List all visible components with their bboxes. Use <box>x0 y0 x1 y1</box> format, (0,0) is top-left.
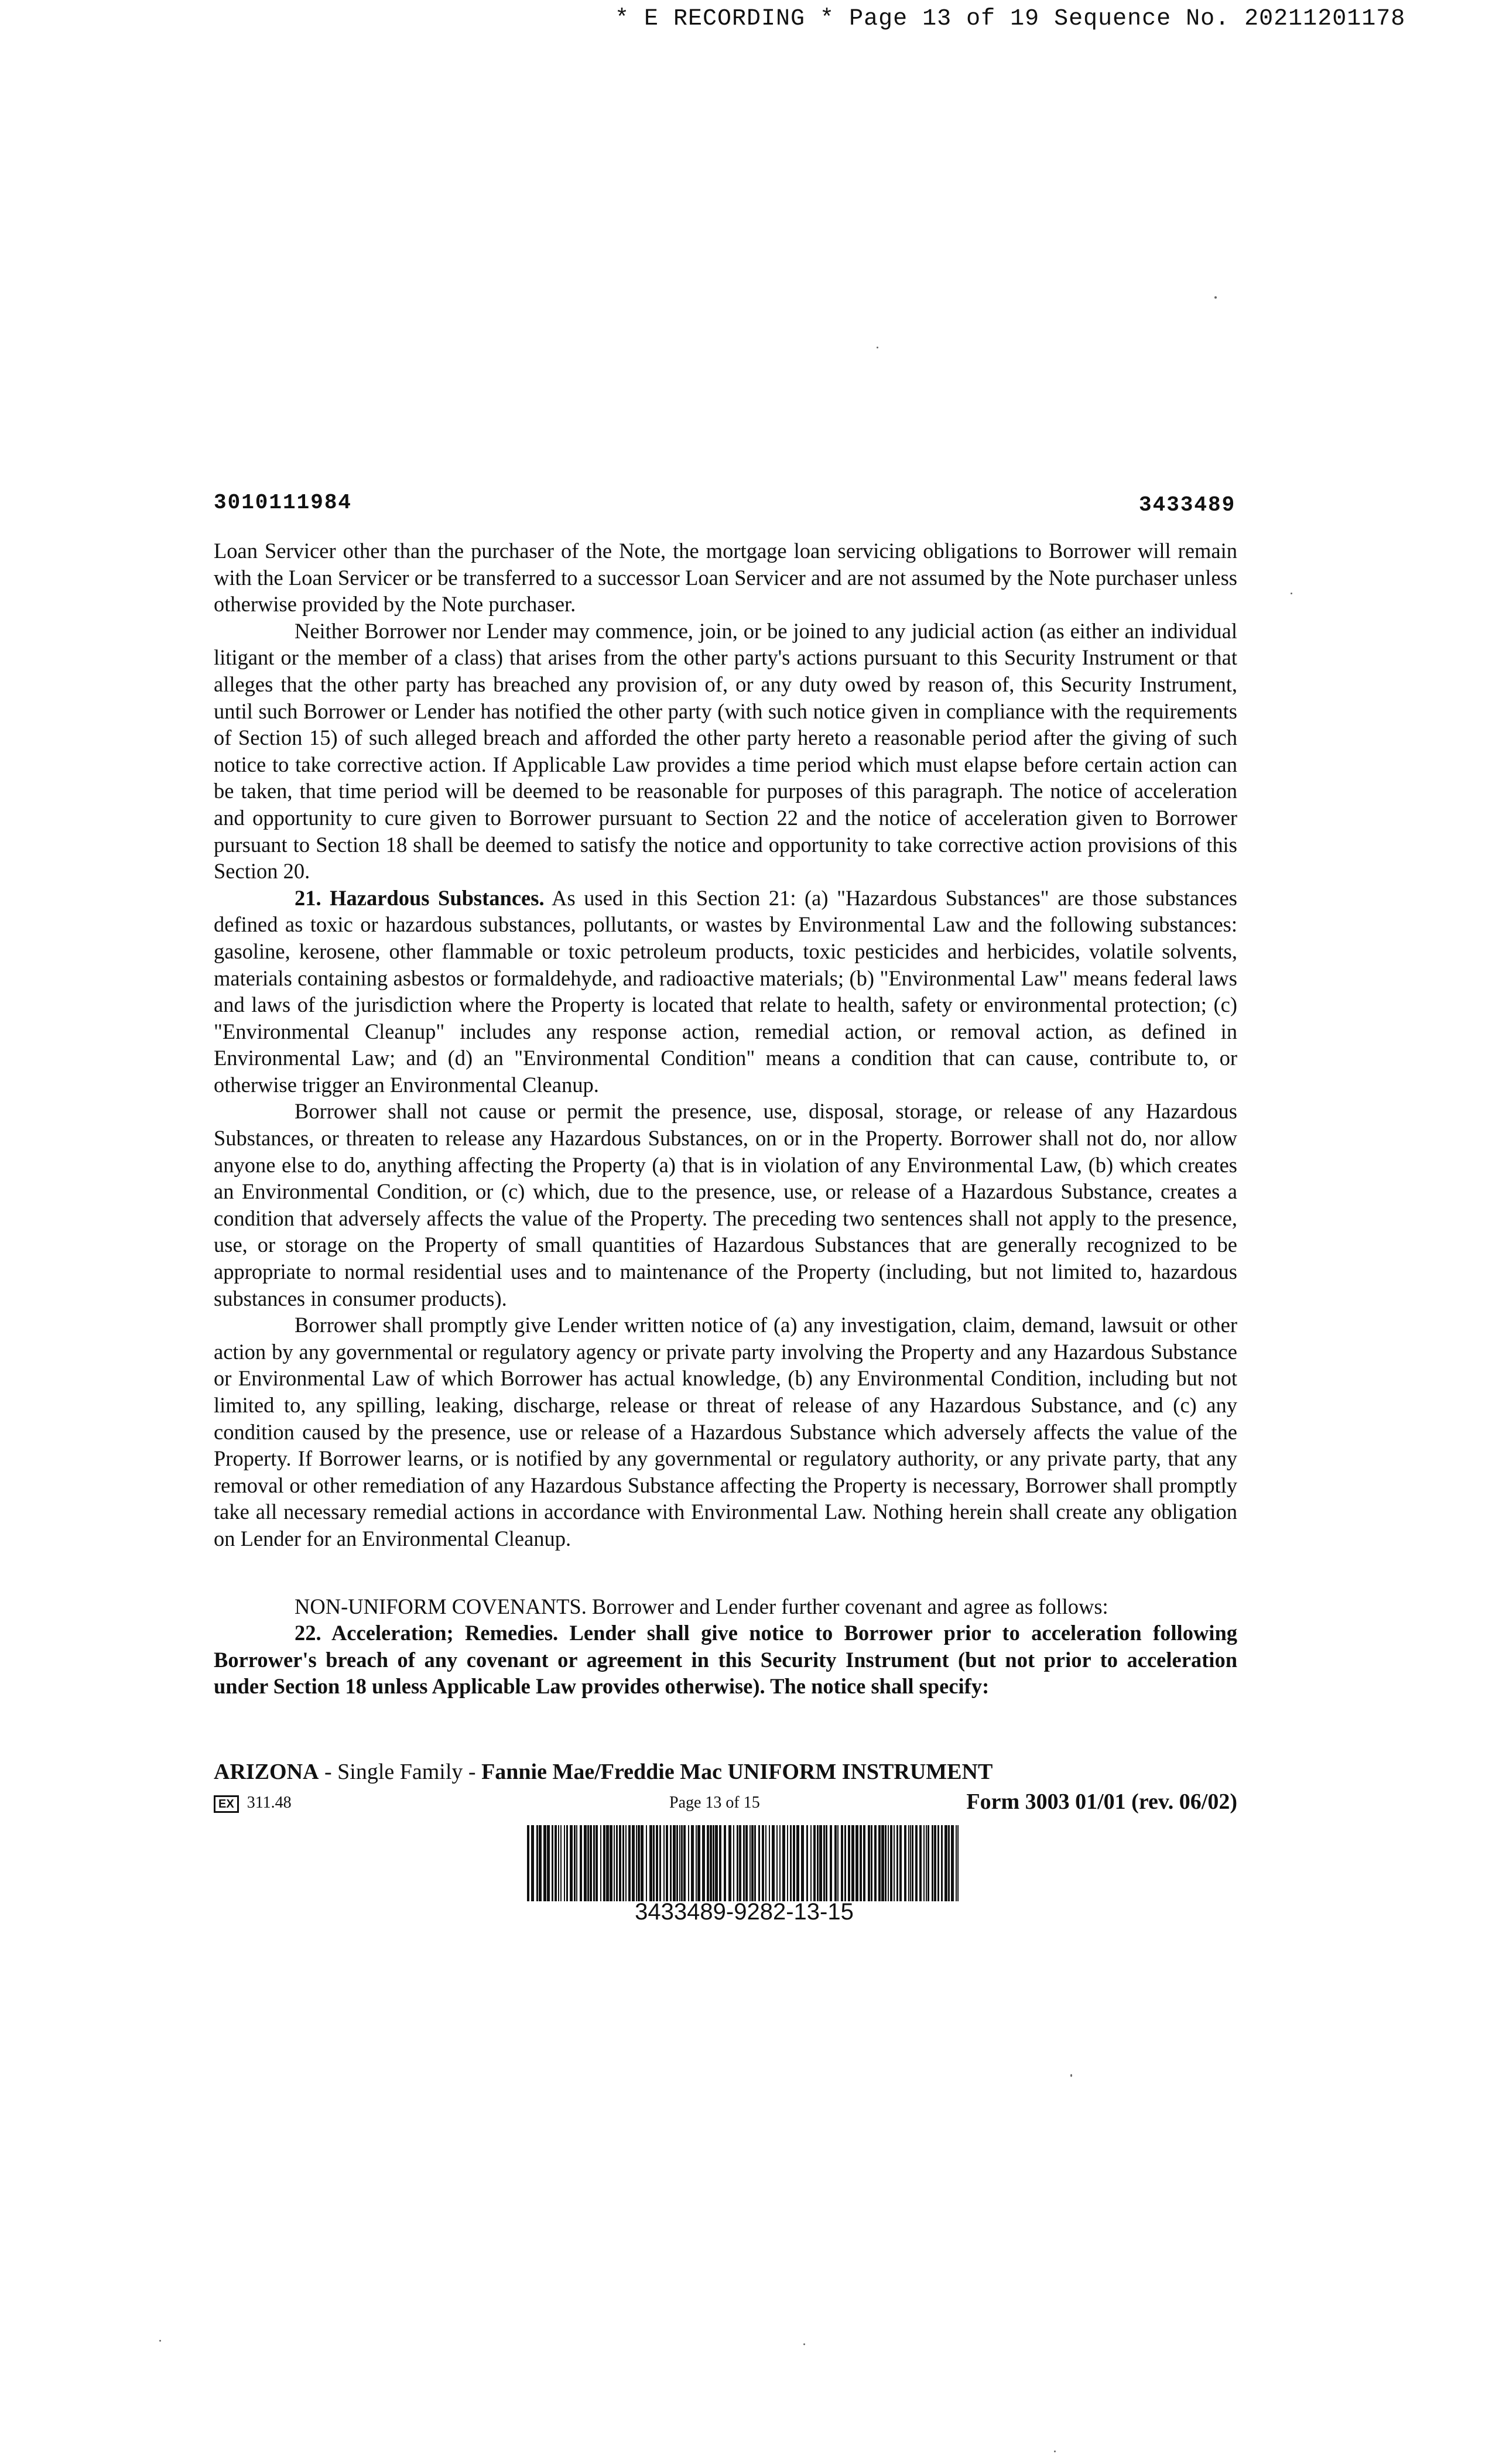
barcode-bar <box>782 1825 785 1901</box>
barcode-bar <box>787 1825 788 1901</box>
form-box-icon: EX <box>214 1795 239 1813</box>
barcode-bar <box>603 1825 605 1901</box>
barcode-bar <box>819 1825 822 1901</box>
barcode-bar <box>614 1825 615 1901</box>
barcode-bar <box>915 1825 918 1901</box>
barcode-bar <box>646 1825 647 1901</box>
paragraph-judicial-action: Neither Borrower nor Lender may commence, join, or be joined to any judicial action (as either an individual litigant or the member of a class) that arises from the other party's actions pursuant to this Security Instrument or that alleges that the other party has breached any provision of, or any duty owed by reason of, this Security Instrument, until such Borrower or Lender has notified the other party (with such notice given in compliance with the requirements of Section 15) of such alleged breach and afforded the other party hereto a reasonable period after the giving of such notice to take corrective action. If Applicable Law provides a time period which must elapse before certain action can be taken, that time period will be deemed to be reasonable for purposes of this paragraph. The notice of acceleration and opportunity to cure given to Borrower pursuant to Section 22 and the notice of acceleration given to Borrower pursuant to Section 18 shall be deemed to satisfy the notice and opportunity to take corrective action provisions of this Section 20. <box>214 618 1237 884</box>
barcode-bar <box>896 1825 898 1901</box>
scan-speck <box>877 347 878 348</box>
barcode-bar <box>710 1825 712 1901</box>
barcode-bar <box>638 1825 640 1901</box>
barcode-bar <box>570 1825 573 1901</box>
barcode-bar <box>923 1825 925 1901</box>
barcode-bar <box>543 1825 546 1901</box>
barcode-bar <box>707 1825 709 1901</box>
barcode-bar <box>762 1825 764 1901</box>
barcode-bar <box>666 1825 668 1901</box>
barcode-bar <box>837 1825 839 1901</box>
barcode-bar <box>860 1825 862 1901</box>
barcode-bar <box>576 1825 577 1901</box>
barcode-bar <box>558 1825 559 1901</box>
barcode-bar <box>564 1825 565 1901</box>
loan-number-left: 3010111984 <box>214 491 352 515</box>
barcode-bar <box>606 1825 609 1901</box>
barcode-bar <box>826 1825 827 1901</box>
barcode-bar <box>681 1825 683 1901</box>
barcode-bar <box>566 1825 568 1901</box>
barcode-bar <box>834 1825 837 1901</box>
footer-row <box>214 1789 1237 1817</box>
section-22-paragraph <box>214 1620 1237 1700</box>
barcode-bar <box>670 1825 672 1901</box>
barcode-bar <box>934 1825 936 1901</box>
barcode-bar <box>928 1825 929 1901</box>
barcode-bar <box>673 1825 676 1901</box>
barcode-bar <box>688 1825 689 1901</box>
barcode-bar <box>793 1825 795 1901</box>
barcode-bar <box>885 1825 887 1901</box>
scan-speck <box>1054 2451 1056 2452</box>
barcode-bar <box>653 1825 655 1901</box>
barcode-bar <box>951 1825 954 1901</box>
paragraph-loan-servicer: Loan Servicer other than the purchaser of the Note, the mortgage loan servicing obligations to Borrower will remain with the Loan Servicer or be transferred to a successor Loan Servicer and are not assumed by the Note purchaser unless otherwise provided by the Note purchaser. <box>214 539 1237 617</box>
barcode-bar <box>596 1825 598 1901</box>
barcode-bar <box>863 1825 865 1901</box>
form-code-number: 311.48 <box>247 1794 292 1812</box>
barcode-bar <box>750 1825 751 1901</box>
barcode-bar <box>622 1825 624 1901</box>
barcode-bar <box>536 1825 538 1901</box>
barcode-bar <box>616 1825 618 1901</box>
barcode-bar <box>649 1825 652 1901</box>
barcode-bar <box>769 1825 770 1901</box>
barcode-bar <box>908 1825 909 1901</box>
scan-speck <box>1070 2074 1072 2077</box>
barcode-bar <box>941 1825 943 1901</box>
barcode-bar <box>754 1825 756 1901</box>
barcode-bar <box>739 1825 741 1901</box>
barcode-bar <box>881 1825 884 1901</box>
barcode-bar <box>813 1825 816 1901</box>
barcode-bar <box>944 1825 947 1901</box>
barcode-bar <box>848 1825 850 1901</box>
barcode-bar <box>801 1825 804 1901</box>
barcode-bar <box>663 1825 665 1901</box>
barcode-bar <box>904 1825 906 1901</box>
barcode-bar <box>676 1825 678 1901</box>
barcode-bar <box>894 1825 895 1901</box>
barcode-bar <box>625 1825 627 1901</box>
barcode-bar <box>810 1825 812 1901</box>
barcode-bar <box>713 1825 714 1901</box>
barcode-bar <box>619 1825 621 1901</box>
barcode-bar <box>628 1825 631 1901</box>
footer-family: - Single Family - <box>319 1760 482 1784</box>
section-21-paragraph <box>214 885 1237 1098</box>
paragraph-borrower-notice: Borrower shall promptly give Lender written notice of (a) any investigation, claim, demand, lawsuit or other action by any governmental or regulatory agency or private party involving the Property and any Hazardous Substance or Environmental Law of which Borrower has actual knowledge, (b) any Environmental Condition, including but not limited to, any spilling, leaking, discharge, release or threat of release of any Hazardous Substance, and (c) any condition caused by the presence, use or release of a Hazardous Substance which adversely affects the value of the Property. If Borrower learns, or is notified by any governmental or regulatory authority, or any private party, that any removal or other remediation of any Hazardous Substance affecting the Property is necessary, Borrower shall promptly take all necessary remedial actions in accordance with Environmental Law. Nothing herein shall create any obligation on Lender for an Environmental Cleanup. <box>214 1313 1237 1551</box>
barcode-bar <box>728 1825 731 1901</box>
barcode-bar <box>702 1825 705 1901</box>
barcode-bar <box>696 1825 697 1901</box>
barcode-bar <box>779 1825 781 1901</box>
section-22-text: 22. Acceleration; Remedies. Lender shall give notice to Borrower prior to acceleration following Borrower's breach of any covenant or agreement in this Security Instrument (but not prior to acceleration under Section 18 unless Applicable Law provides otherwise). The notice shall specify: <box>214 1621 1237 1699</box>
barcode-bar <box>560 1825 562 1901</box>
barcode-bar <box>888 1825 889 1901</box>
barcode-bar <box>584 1825 587 1901</box>
section-21-heading: 21. Hazardous Substances. <box>295 885 545 910</box>
barcode-bar <box>600 1825 601 1901</box>
barcode <box>527 1825 961 1901</box>
barcode-bar <box>745 1825 748 1901</box>
document-body <box>214 538 1237 1700</box>
page-number: Page 13 of 15 <box>669 1794 760 1812</box>
barcode-bar <box>772 1825 775 1901</box>
section-gap <box>214 1552 1237 1593</box>
barcode-bar <box>926 1825 927 1901</box>
paragraph-borrower-shall-not: Borrower shall not cause or permit the presence, use, disposal, storage, or release of any Hazardous Substances, or threaten to release any Hazardous Substances, on or in the Property. Borrower shall not do, nor allow anyone else to do, anything affecting the Property (a) that is in violation of any Environmental Law, (b) which creates an Environmental Condition, or (c) which, due to the presence, use, or release of a Hazardous Substance, creates a condition that adversely affects the value of the Property. The preceding two sentences shall not apply to the presence, use, or storage on the Property of small quantities of Hazardous Substances that are generally recognized to be appropriate to normal residential uses and to maintenance of the Property (including, but not limited to, hazardous substances in consumer products). <box>214 1099 1237 1310</box>
barcode-bar <box>679 1825 680 1901</box>
scan-speck <box>159 2340 161 2342</box>
barcode-bar <box>659 1825 661 1901</box>
barcode-bar <box>844 1825 846 1901</box>
scan-speck <box>803 2343 805 2345</box>
barcode-bar <box>855 1825 858 1901</box>
footer-state: ARIZONA <box>214 1760 319 1784</box>
barcode-bar <box>590 1825 592 1901</box>
barcode-bar <box>547 1825 550 1901</box>
scan-speck <box>1291 593 1292 594</box>
barcode-bar <box>957 1825 959 1901</box>
barcode-bar <box>715 1825 718 1901</box>
barcode-bar <box>527 1825 529 1901</box>
barcode-bar <box>743 1825 745 1901</box>
barcode-bar <box>724 1825 726 1901</box>
barcode-bar <box>817 1825 819 1901</box>
barcode-bar <box>868 1825 870 1901</box>
barcode-bar <box>641 1825 644 1901</box>
barcode-bar <box>948 1825 950 1901</box>
barcode-bar <box>632 1825 635 1901</box>
barcode-bar <box>580 1825 582 1901</box>
barcode-bar <box>823 1825 825 1901</box>
barcode-bar <box>574 1825 576 1901</box>
footer-instrument: Fannie Mae/Freddie Mac UNIFORM INSTRUMENT <box>481 1760 993 1784</box>
barcode-bar <box>587 1825 589 1901</box>
barcode-bar <box>899 1825 902 1901</box>
form-number: Form 3003 01/01 (rev. 06/02) <box>966 1789 1237 1814</box>
scan-speck <box>1214 296 1217 299</box>
barcode-bar <box>878 1825 881 1901</box>
barcode-bar <box>776 1825 778 1901</box>
barcode-bar <box>683 1825 686 1901</box>
barcode-bar <box>610 1825 612 1901</box>
barcode-bar <box>796 1825 799 1901</box>
barcode-bar <box>790 1825 792 1901</box>
barcode-bar <box>851 1825 854 1901</box>
barcode-bar <box>919 1825 922 1901</box>
barcode-bar <box>719 1825 721 1901</box>
barcode-bar <box>656 1825 658 1901</box>
section-21-text: As used in this Section 21: (a) "Hazardous Substances" are those substances defined as toxic or hazardous substances, pollutants, or wastes by Environmental Law and the following substances: gasoline, kerosene, other flammable or toxic petroleum products, toxic pesticides and herbicides, volatile solvents, materials containing asbestos or formaldehyde, and radioactive materials; (b) "Environmental Law" means federal laws and laws of the jurisdiction where the Property is located that relate to health, safety or environmental protection; (c) "Environmental Cleanup" includes any response action, remedial action, or removal action, as defined in Environmental Law; and (d) an "Environmental Condition" means a condition that can cause, contribute to, or otherwise trigger an Environmental Cleanup. <box>214 885 1237 1097</box>
barcode-bar <box>937 1825 939 1901</box>
barcode-bar <box>912 1825 913 1901</box>
form-code <box>214 1794 292 1813</box>
barcode-bar <box>697 1825 700 1901</box>
barcode-bar <box>555 1825 557 1901</box>
barcode-bar <box>956 1825 957 1901</box>
recording-header: * E RECORDING * Page 13 of 19 Sequence No. 20211201178 <box>615 6 1406 32</box>
barcode-bar <box>552 1825 553 1901</box>
barcode-bar <box>874 1825 877 1901</box>
barcode-bar <box>765 1825 766 1901</box>
barcode-bar <box>932 1825 933 1901</box>
barcode-bar <box>733 1825 734 1901</box>
non-uniform-covenants: NON-UNIFORM COVENANTS. Borrower and Lender further covenant and agree as follows: <box>295 1594 1108 1618</box>
barcode-bar <box>636 1825 637 1901</box>
loan-number-right: 3433489 <box>1139 493 1236 517</box>
barcode-bar <box>539 1825 542 1901</box>
footer-title <box>214 1759 993 1785</box>
barcode-bar <box>830 1825 832 1901</box>
barcode-bar <box>737 1825 738 1901</box>
barcode-bar <box>531 1825 534 1901</box>
barcode-bar <box>841 1825 843 1901</box>
barcode-bar <box>593 1825 595 1901</box>
barcode-bar <box>890 1825 892 1901</box>
barcode-bar <box>751 1825 754 1901</box>
barcode-bar <box>758 1825 760 1901</box>
barcode-bar <box>806 1825 808 1901</box>
barcode-text: 3433489-9282-13-15 <box>635 1899 854 1925</box>
barcode-bar <box>871 1825 872 1901</box>
barcode-bar <box>691 1825 694 1901</box>
barcode-bar <box>910 1825 911 1901</box>
